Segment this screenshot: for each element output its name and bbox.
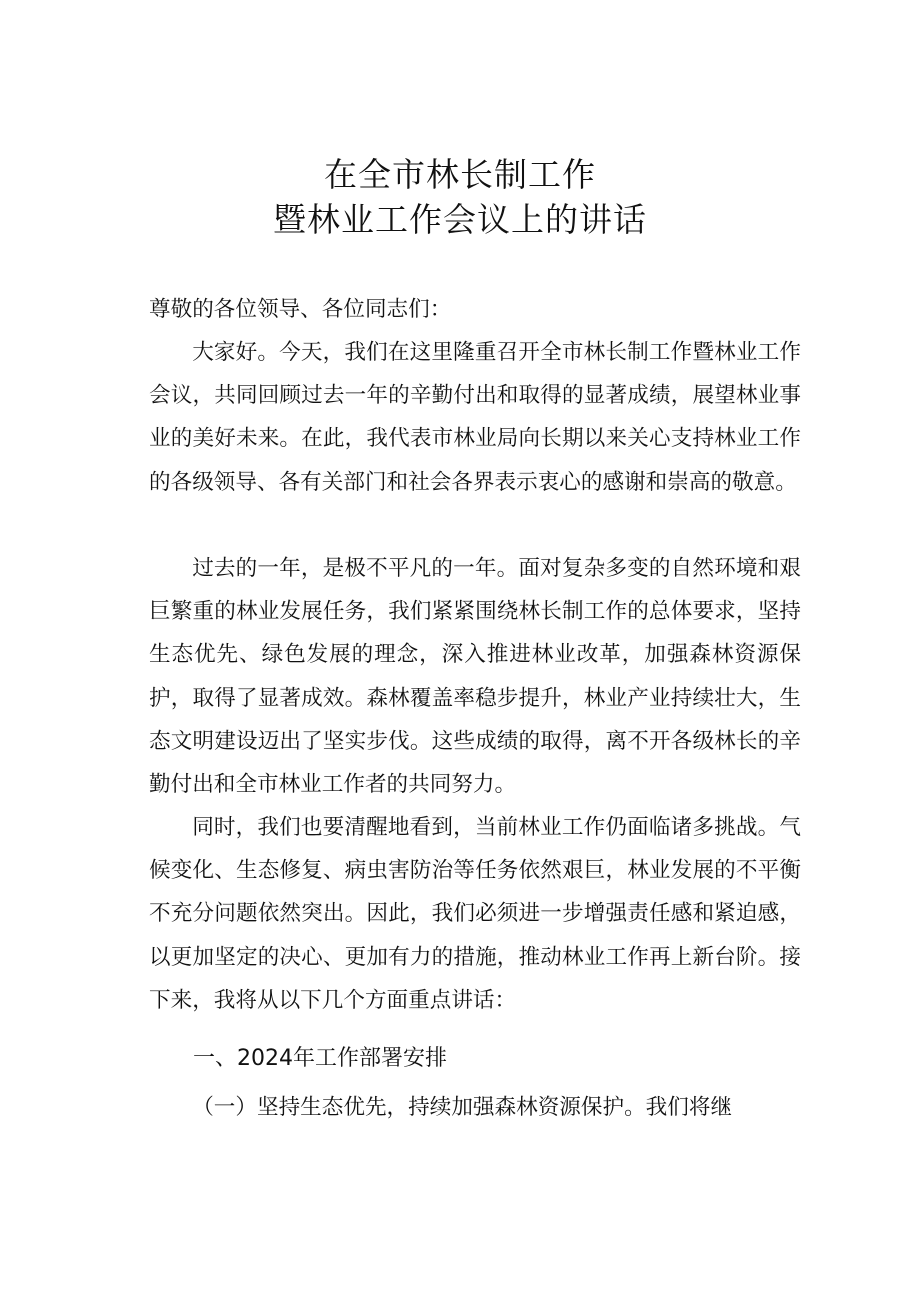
document-title-line-2: 暨林业工作会议上的讲话: [273, 200, 647, 239]
paragraph-review: 过去的一年，是极不平凡的一年。面对复杂多变的自然环境和艰巨繁重的林业发展任务，我们紧紧围绕林长制工作的总体要求，坚持生态优先、绿色发展的理念，深入推进林业改革，加强森林资源保护，取得了显著成效。森林覆盖率稳步提升，林业产业持续壮大，生态文明建设迈出了坚实步伐。这些成绩的取得，离不开各级林长的辛勤付出和全市林业工作者的共同努力。: [149, 556, 801, 798]
paragraph-opening: 大家好。今天，我们在这里隆重召开全市林长制工作暨林业工作会议，共同回顾过去一年的辛勤付出和取得的显著成绩，展望林业事业的美好未来。在此，我代表市林业局向长期以来关心支持林业工作的各级领导、各有关部门和社会各界表示衷心的感谢和崇高的敬意。: [149, 340, 801, 495]
greeting: 尊敬的各位领导、各位同志们：: [149, 297, 452, 322]
subsection-paragraph: （一）坚持生态优先，持续加强森林资源保护。我们将继: [192, 1095, 733, 1120]
paragraph-challenges: 同时，我们也要清醒地看到，当前林业工作仍面临诸多挑战。气候变化、生态修复、病虫害防治等任务依然艰巨，林业发展的不平衡不充分问题依然突出。因此，我们必须进一步增强责任感和紧迫感，以更加坚定的决心、更加有力的措施，推动林业工作再上新台阶。接下来，我将从以下几个方面重点讲话：: [149, 815, 801, 1013]
document-title-line-1: 在全市林长制工作: [324, 155, 596, 194]
section-heading: 一、2024年工作部署安排: [193, 1046, 447, 1071]
